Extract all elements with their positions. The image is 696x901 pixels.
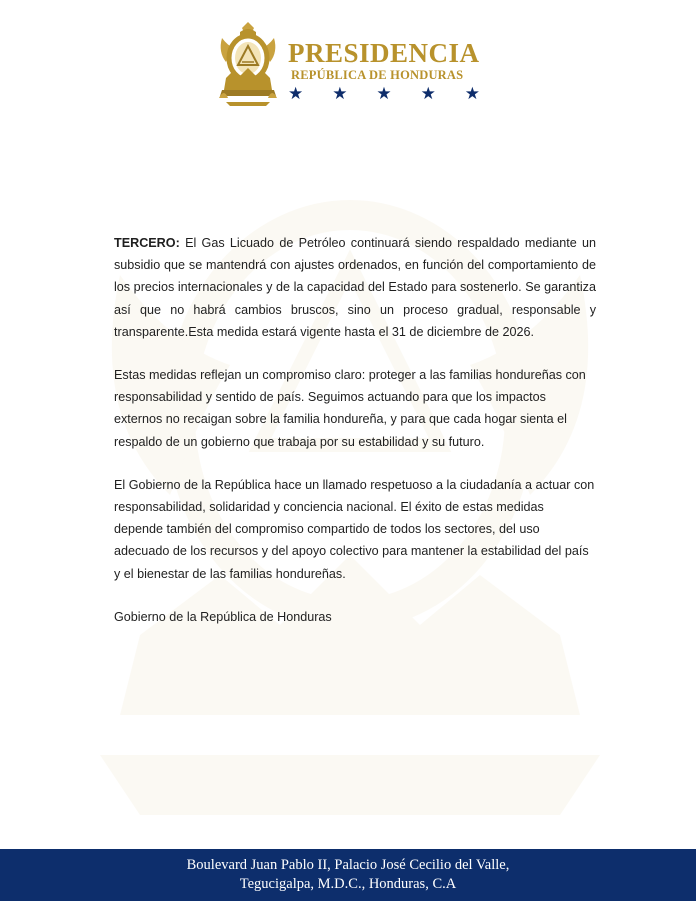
address-line-1: Boulevard Juan Pablo II, Palacio José Cecilio del Valle, [186,857,510,873]
address-line-2: Tegucigalpa, M.D.C., Honduras, C.A [239,876,457,892]
paragraph-tercero [114,232,596,343]
address-footer [0,849,696,901]
star-icon: ★ [376,84,392,104]
paragraph-appeal: El Gobierno de la República hace un llamado respetuoso a la ciudadanía a actuar con responsabilidad, solidaridad y conciencia nacional. El éxito de estas medidas depende también del compromiso compartido de todos los sectores, del uso adecuado de los recursos y del apoyo colectivo para mantener la estabilidad del país y el bienestar de las familias hondureñas. [114,477,595,581]
letterhead [0,0,696,120]
coat-of-arms-icon [216,18,280,106]
signature-line: Gobierno de la República de Honduras [114,609,332,624]
paragraph-text: El Gas Licuado de Petróleo continuará siendo respaldado mediante un subsidio que se mantendrá con ajustes ordenados, en función del comportamiento de los precios internacionales y de la capacidad del Estado para sostenerlo. Se garantiza así que no habrá cambios bruscos, sino un proceso gradual, responsable y transparente.Esta medida estará vigente hasta el 31 de diciembre de 2026. [114,236,596,339]
paragraph-commitment: Estas medidas reflejan un compromiso claro: proteger a las familias hondureñas con responsabilidad y sentido de país. Seguimos actuando para que los impactos externos no recaigan sobre la familia hondureña, y para que cada hogar sienta el respaldo de un gobierno que trabaja por su estabilidad y su futuro. [114,368,586,449]
star-icon: ★ [332,84,348,104]
brand-title: PRESIDENCIA [288,38,480,68]
star-icon: ★ [420,84,436,104]
letter-body [114,232,596,649]
section-label: TERCERO: [114,236,180,250]
star-row [288,86,480,103]
brand-subtitle: REPÚBLICA DE HONDURAS [291,68,464,82]
star-icon: ★ [288,84,304,104]
star-icon: ★ [464,84,480,104]
